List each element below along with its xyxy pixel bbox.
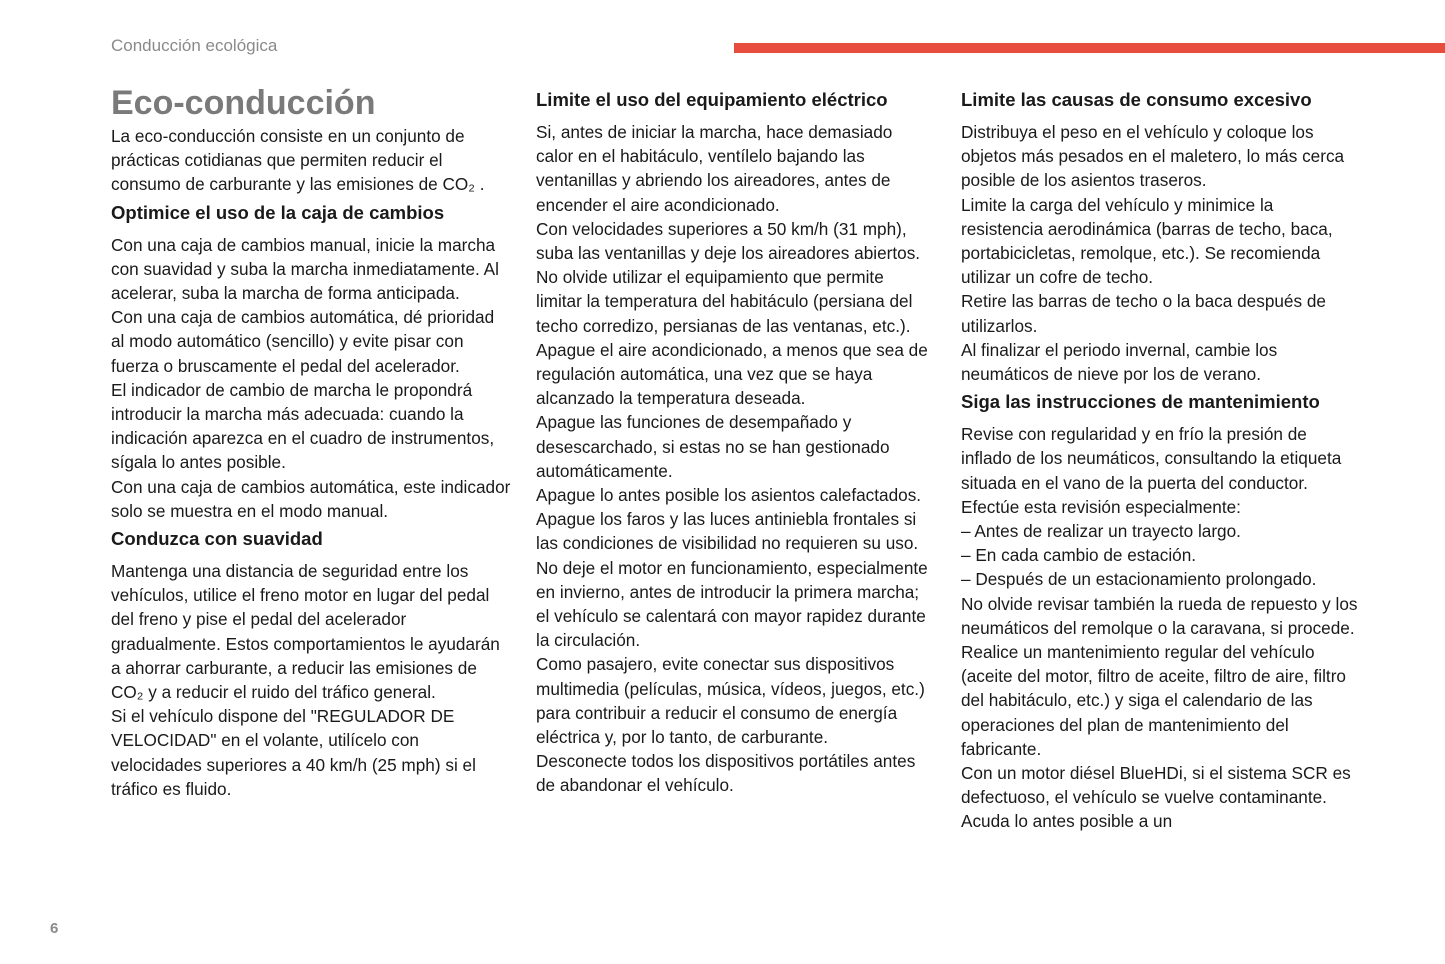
paragraph: Realice un mantenimiento regular del vehículo (aceite del motor, filtro de aceite, filtro de aire, filtro del habitáculo, etc.) y siga el calendario de las operaciones del plan de mantenimiento del fabricante. [961,642,1346,759]
paragraph: Si el vehículo dispone del "REGULADOR DE VELOCIDAD" en el volante, utilícelo con velocidades superiores a 40 km/h (25 mph) si el tráfico es fluido. [111,706,476,799]
paragraph: Con una caja de cambios automática, este indicador solo se muestra en el modo manual. [111,476,511,521]
paragraph: Al finalizar el periodo invernal, cambie los neumáticos de nieve por los de verano. [961,339,1278,385]
paragraph: Limite la carga del vehículo y minimice la resistencia aerodinámica (barras de techo, baca, portabicicletas, remolque, etc.). Se recomienda utilizar un cofre de techo. [961,194,1333,288]
page-title: Eco-conducción [111,84,376,122]
paragraph: Apague el aire acondicionado, a menos que sea de regulación automática, una vez que se haya alcanzado la temperatura deseada. [536,339,928,409]
accent-bar [734,43,1445,53]
paragraph: Con velocidades superiores a 50 km/h (31 mph), suba las ventanillas y deje los aireadores abiertos. [536,218,921,264]
paragraph: Apague lo antes posible los asientos calefactados. [536,485,922,506]
list-item: – Antes de realizar un trayecto largo. [961,521,1241,542]
paragraph: No olvide revisar también la rueda de repuesto y los neumáticos del remolque o la caravana, si procede. [961,593,1358,638]
paragraph: El indicador de cambio de marcha le propondrá introducir la marcha más adecuada: cuando la indicación aparezca en el cuadro de instrumentos, sígala lo antes posible. [111,379,495,473]
section-heading: Optimice el uso de la caja de cambios [111,201,445,223]
section-label: Conducción ecológica [111,36,278,55]
list-item: – Después de un estacionamiento prolongado. [961,569,1317,590]
paragraph: Con un motor diésel BlueHDi, si el sistema SCR es defectuoso, el vehículo se vuelve contaminante. Acuda lo antes posible a un [961,763,1351,832]
paragraph: Con una caja de cambios manual, inicie la marcha con suavidad y suba la marcha inmediatamente. Al acelerar, suba la marcha de forma anticipada. [111,234,499,304]
paragraph: No olvide utilizar el equipamiento que permite limitar la temperatura del habitáculo (persiana del techo corredizo, persianas de las ventanas, etc.). [536,267,913,336]
paragraph: Distribuya el peso en el vehículo y coloque los objetos más pesados en el maletero, lo más cerca posible de los asientos traseros. [961,122,1345,191]
paragraph: Apague los faros y las luces antiniebla frontales si las condiciones de visibilidad no requieren su uso. [536,509,919,554]
paragraph: Si, antes de iniciar la marcha, hace demasiado calor en el habitáculo, ventílelo bajando las ventanillas y abriendo los aireadores, antes de encender el aire acondicionado. [536,122,893,215]
list-item: – En cada cambio de estación. [961,545,1197,566]
paragraph: Retire las barras de techo o la baca después de utilizarlos. [961,291,1326,336]
paragraph: Como pasajero, evite conectar sus dispositivos multimedia (películas, música, vídeos, juegos, etc.) para contribuir a reducir el consumo de energía eléctrica y, por lo tanto, de carburante. [536,654,925,748]
paragraph: Revise con regularidad y en frío la presión de inflado de los neumáticos, consultando la etiqueta situada en el vano de la puerta del conductor. [961,424,1342,493]
paragraph: Apague las funciones de desempañado y desescarchado, si estas no se han gestionado automáticamente. [536,412,890,481]
paragraph: Con una caja de cambios automática, dé prioridad al modo automático (sencillo) y evite pisar con fuerza o bruscamente el pedal del acelerador. [111,307,495,376]
paragraph: Efectúe esta revisión especialmente: [961,496,1241,517]
column-3 [961,84,1359,834]
page-number: 6 [50,920,59,937]
column-2 [536,84,931,798]
section-heading: Siga las instrucciones de mantenimiento [961,391,1320,413]
section-heading: Limite las causas de consumo excesivo [961,89,1312,110]
paragraph: No deje el motor en funcionamiento, especialmente en invierno, antes de introducir la primera marcha; el vehículo se calentará con mayor rapidez durante la circulación. [536,557,928,651]
paragraph: Desconecte todos los dispositivos portátiles antes de abandonar el vehículo. [536,751,916,796]
paragraph: Mantenga una distancia de seguridad entre los vehículos, utilice el freno motor en lugar del pedal del freno y pise el pedal del acelerador gradualmente. Estos comportamientos le ayudarán a ahorrar carburante, a reducir las emisiones de CO₂ y a reducir el ruido del tráfico general. [111,561,500,703]
column-1 [111,84,511,801]
section-heading: Conduzca con suavidad [111,528,323,550]
section-heading: Limite el uso del equipamiento eléctrico [536,89,888,110]
paragraph: La eco-conducción consiste en un conjunto de prácticas cotidianas que permiten reducir el consumo de carburante y las emisiones de CO₂ . [111,126,485,195]
